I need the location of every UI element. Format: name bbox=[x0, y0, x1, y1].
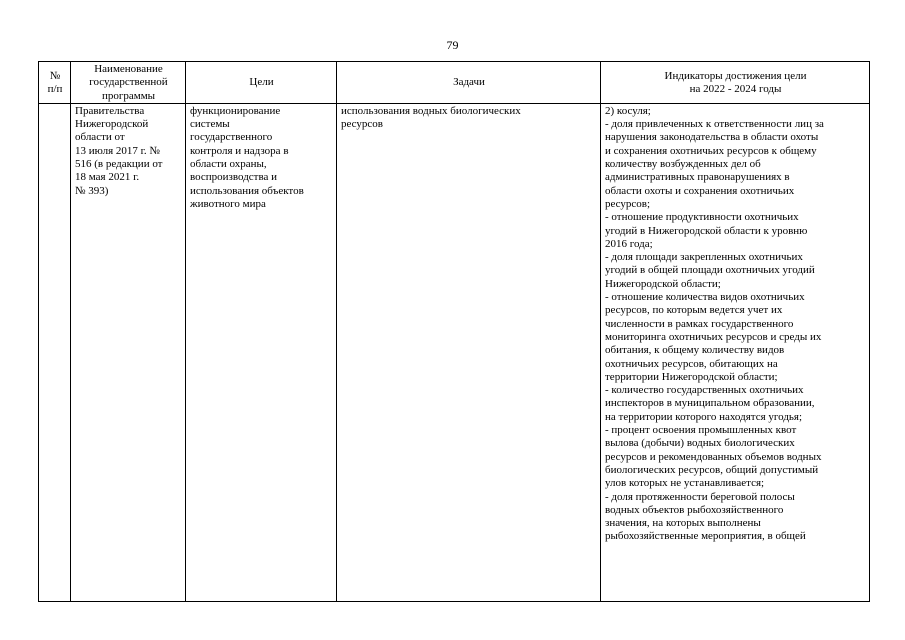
indicator-line: области охоты и сохранения охотничьих bbox=[605, 184, 795, 197]
indicator-line: улов которых не устанавливается; bbox=[605, 477, 765, 490]
cell-program: Правительства Нижегородской области от 13 июля 2017 г. № 516 (в редакции от 18 мая 2021 г. № 393) bbox=[71, 103, 186, 601]
indicator-line: значения, на которых выполнены bbox=[605, 517, 761, 530]
indicator-line: - отношение продуктивности охотничьих bbox=[605, 211, 799, 224]
indicator-line: рыбохозяйственные мероприятия, в общей bbox=[605, 530, 806, 543]
indicator-line: территории Нижегородской области; bbox=[605, 370, 778, 383]
indicator-line: - доля привлеченных к ответственности лиц за bbox=[605, 118, 824, 131]
indicator-line: нарушения законодательства в области охоты bbox=[605, 131, 819, 144]
indicator-line: административных правонарушениях в bbox=[605, 171, 790, 184]
indicator-line: - процент освоения промышленных квот bbox=[605, 424, 797, 437]
cell-goals: функционирование системы государственного контроля и надзора в области охраны, воспроизводства и использования объектов животного мира bbox=[186, 103, 337, 601]
cell-tasks: использования водных биологических ресурсов bbox=[337, 103, 601, 601]
header-indicators: Индикаторы достижения цели на 2022 - 2024 годы bbox=[601, 62, 870, 104]
indicator-line: ресурсов; bbox=[605, 197, 651, 210]
indicator-line: охотничьих ресурсов, обитающих на bbox=[605, 357, 778, 370]
indicator-line: ресурсов и рекомендованных объемов водных bbox=[605, 450, 822, 463]
indicator-line: 2016 года; bbox=[605, 237, 653, 250]
header-program: Наименование государственной программы bbox=[71, 62, 186, 104]
header-goals: Цели bbox=[186, 62, 337, 104]
indicator-line: 2) косуля; bbox=[605, 104, 651, 117]
cell-indicators bbox=[601, 103, 870, 601]
indicator-line: водных объектов рыбохозяйственного bbox=[605, 503, 784, 516]
indicator-line: угодий в общей площади охотничьих угодий bbox=[605, 264, 815, 277]
header-tasks: Задачи bbox=[337, 62, 601, 104]
indicator-line: - отношение количества видов охотничьих bbox=[605, 291, 805, 304]
indicator-line: - доля протяженности береговой полосы bbox=[605, 490, 795, 503]
table-header-row bbox=[39, 62, 870, 104]
indicator-line: на территории которого находятся угодья; bbox=[605, 410, 803, 423]
indicator-line: численности в рамках государственного bbox=[605, 317, 794, 330]
indicator-line: ресурсов, по которым ведется учет их bbox=[605, 304, 783, 317]
indicator-line: инспекторов в муниципальном образовании, bbox=[605, 397, 815, 410]
cell-number bbox=[39, 103, 71, 601]
indicator-line: вылова (добычи) водных биологических bbox=[605, 437, 795, 450]
indicator-line: мониторинга охотничьих ресурсов и среды их bbox=[605, 330, 822, 343]
indicator-line: угодий в Нижегородской области к уровню bbox=[605, 224, 808, 237]
indicator-line: - доля площади закрепленных охотничьих bbox=[605, 251, 803, 264]
page-number: 79 bbox=[446, 38, 459, 52]
indicator-line: - количество государственных охотничьих bbox=[605, 384, 804, 397]
indicator-line: и сохранения охотничьих ресурсов к общему bbox=[605, 144, 817, 157]
indicators-list bbox=[605, 105, 866, 544]
indicator-line: Нижегородской области; bbox=[605, 277, 721, 290]
program-table bbox=[38, 61, 870, 602]
indicator-line: количеству возбужденных дел об bbox=[605, 158, 761, 171]
indicator-line: обитания, к общему количеству видов bbox=[605, 344, 785, 357]
table-row bbox=[39, 103, 870, 601]
header-number: № п/п bbox=[39, 62, 71, 104]
indicator-line: биологических ресурсов, общий допустимый bbox=[605, 463, 819, 476]
